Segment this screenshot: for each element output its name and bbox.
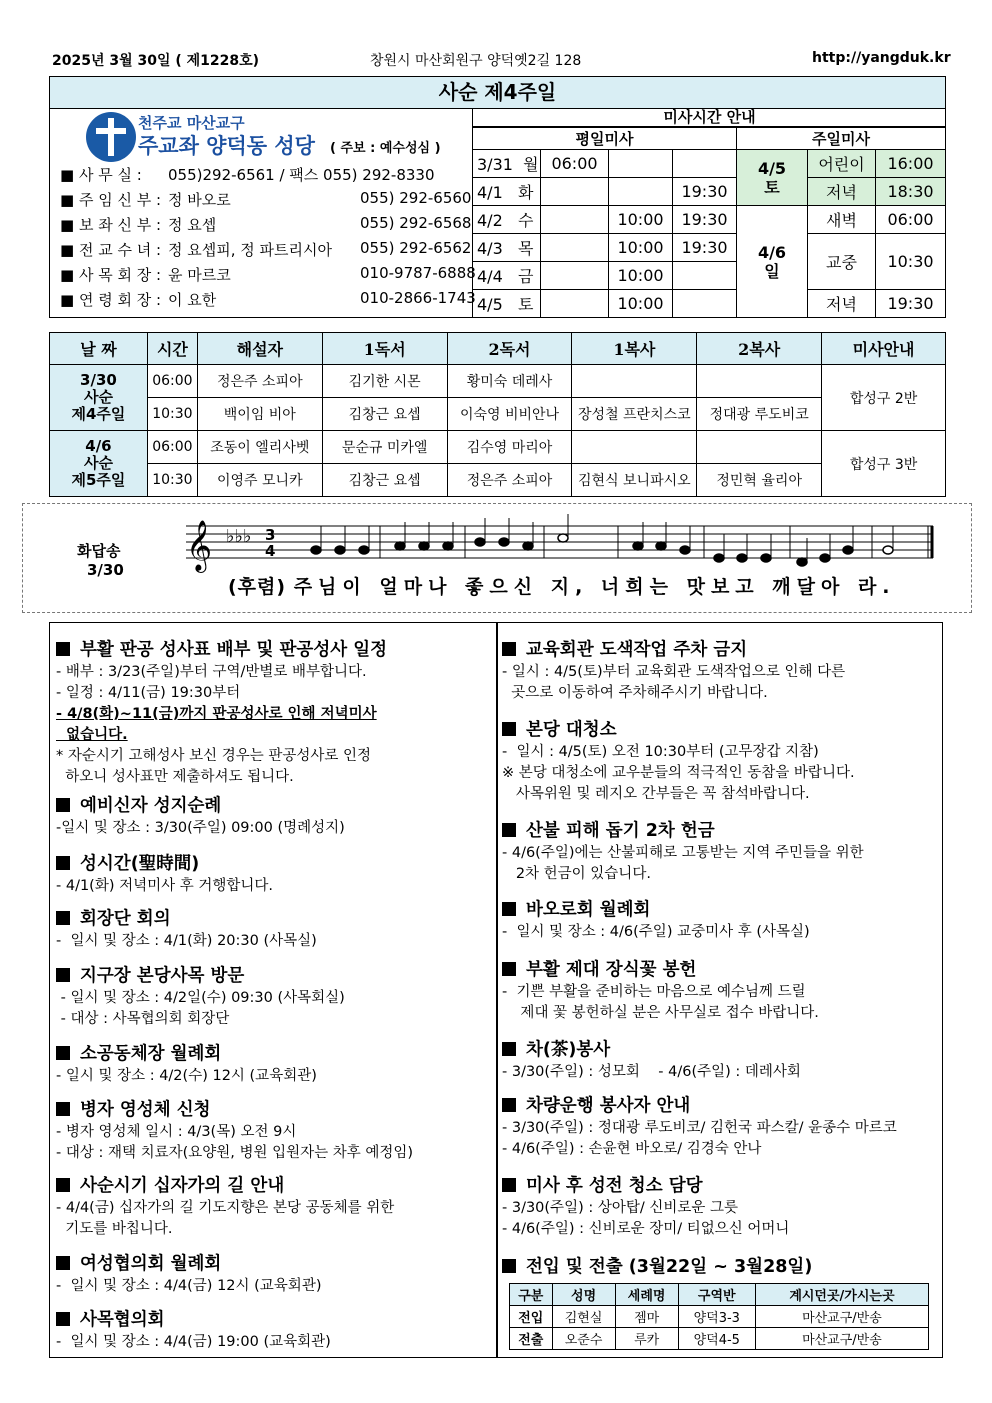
saturday-date [737,150,808,206]
bullet-square-icon [502,1098,516,1112]
bullet-square-icon [502,902,516,916]
church-address: 창원시 마산회원구 양덕옛2길 128 [370,53,582,69]
patron: ( 주보 : 예수성심 ) [330,141,441,156]
sunday-mass-name: 교중 [808,234,876,290]
note-head [335,546,345,554]
mass-time [609,178,673,206]
transfer-header: 구역반 [678,1284,755,1306]
column-divider [496,622,498,1358]
notice-section [502,1174,789,1240]
date-line: 사순 [83,454,113,472]
mass-time [541,262,609,290]
minister-name: 이영주 모니카 [197,464,322,497]
contact-value: 정 바오로 [168,191,231,209]
schedule-header: 해설자 [197,333,322,365]
notice-title [56,964,345,988]
bullet-square-icon [56,968,70,982]
notice-title [502,1094,897,1118]
notice-section [56,852,273,897]
transfer-header: 계시던곳/가시는곳 [755,1284,928,1306]
note-head [523,542,533,550]
note-head [499,538,509,546]
sunday-date [737,206,808,318]
notice-title [56,1308,331,1332]
mass-time: 10:00 [609,262,673,290]
schedule-header: 날 짜 [50,333,148,365]
notice-section [56,907,317,952]
transfer-cell: 루카 [615,1328,678,1350]
notice-line: 사목위원 및 레지오 간부들은 꼭 참석바랍니다. [502,786,810,802]
note-head [395,542,405,550]
sunday-mass-name: 저녁 [808,178,876,206]
notice-title [502,1174,789,1198]
notice-line: - 일시 : 4/5(토) 오전 10:30부터 (고무장갑 지참) [502,744,819,760]
mass-time: 10:00 [609,206,673,234]
mass-time: 19:30 [673,234,737,262]
notice-title-text: 미사 후 성전 청소 담당 [526,1176,703,1196]
note-head [883,546,893,554]
svg-text:♭♭♭: ♭♭♭ [226,526,252,547]
minister-name: 이숙영 비비안나 [447,398,572,431]
note-head [359,546,369,554]
weekday-date: 4/1 화 [473,178,541,206]
notice-line: - 일시 및 장소 : 4/1(화) 20:30 (사목실) [56,933,317,949]
contact-phone: 010-2866-1743 [360,289,476,307]
notice-line: - 일시 및 장소 : 4/4(금) 19:00 (교육회관) [56,1334,331,1350]
psalm-box [22,503,972,613]
schedule-header: 2복사 [697,333,822,365]
sunday-mass-header: 주일미사 [737,128,946,150]
notice-title-text: 사목협의회 [80,1310,165,1330]
minister-name: 백이임 비아 [197,398,322,431]
schedule-row [50,464,946,497]
contact-value: 이 요한 [168,291,217,309]
note-head [714,554,724,562]
notice-section [502,819,864,885]
mass-time [541,206,609,234]
contact-row [60,239,470,260]
bullet-square-icon [56,1312,70,1326]
contact-label: ■ 주 임 신 부 : [60,191,162,209]
notice-line: - 4/1(화) 저녁미사 후 거행합니다. [56,878,274,894]
weekday-date: 4/3 목 [473,234,541,262]
notice-title-text: 부활 판공 성사표 배부 및 판공성사 일정 [80,640,388,660]
contact-label: ■ 전 교 수 녀 : [60,241,162,259]
weekday-date: 4/2 수 [473,206,541,234]
bullet-square-icon [56,642,70,656]
church-logo-icon [86,112,136,162]
notice-line: - 일정 : 4/11(금) 19:30부터 [56,685,241,701]
notice-title [56,1252,321,1276]
notice-section [502,898,810,943]
sunday-mass-name: 어린이 [808,150,876,178]
psalm-date: 3/30 [87,561,124,579]
notice-title [502,1255,812,1279]
notice-title-text: 소공동체장 월례회 [80,1044,222,1064]
schedule-date [50,431,148,497]
note-head [656,542,666,550]
sunday-mass-time: 18:30 [876,178,946,206]
note-head [820,554,830,562]
date-line: 사순 [83,388,113,406]
weekday-mass-header: 평일미사 [473,128,737,150]
notice-section [56,1098,413,1164]
notice-title [56,794,345,818]
notice-title-text: 회장단 회의 [80,909,171,929]
notice-title [502,958,819,982]
sat-day: 토 [764,177,780,197]
mass-guide: 합성구 2반 [822,365,946,431]
bullet-square-icon [502,1259,516,1273]
transfer-cell: 마산교구/반송 [755,1328,928,1350]
transfer-row [510,1328,929,1350]
notice-title-text: 성시간(聖時間) [80,854,200,874]
note-head [761,554,771,562]
note-head [443,542,453,550]
transfer-header: 구분 [510,1284,553,1306]
minister-name: 김창근 요셉 [322,398,447,431]
mass-time [609,150,673,178]
notice-line: * 자순시기 고해성사 보신 경우는 판공성사로 인정 [56,748,372,764]
psalm-staff [158,512,958,574]
mass-row [473,150,946,178]
contact-value: 055)292-6561 / 팩스 055) 292-8330 [168,166,435,184]
bullet-square-icon [56,911,70,925]
psalm-refrain: (후렴) [228,576,287,598]
sunday-mass-name: 새벽 [808,206,876,234]
weekday-date: 4/4 금 [473,262,541,290]
minister-name: 문순규 미카엘 [322,431,447,464]
contact-value: 윤 마르코 [168,266,231,284]
sunday-mass-time: 06:00 [876,206,946,234]
contact-row [60,214,470,235]
schedule-date [50,365,148,431]
notice-line: - 일시 및 장소 : 4/6(주일) 교중미사 후 (사목실) [502,924,810,940]
mass-time [541,234,609,262]
schedule-header: 미사안내 [822,333,946,365]
minister-name: 장성철 프란치스코 [572,398,697,431]
schedule-time: 10:30 [147,398,197,431]
date-line: 제5주일 [71,471,126,489]
notice-section [56,1252,321,1297]
notice-title-text: 사순시기 십자가의 길 안내 [80,1176,285,1196]
notice-title [56,907,317,931]
transfer-table [509,1283,929,1350]
minister-name [572,431,697,464]
notice-title [56,1098,413,1122]
notice-section [56,1174,394,1240]
sunday-mass-time: 16:00 [876,150,946,178]
transfer-cell: 양덕4-5 [678,1328,755,1350]
notice-title-text: 차량운행 봉사자 안내 [526,1096,691,1116]
notice-section [56,794,345,839]
schedule-header: 1독서 [322,333,447,365]
mass-row [473,234,946,262]
contact-label: ■ 연 령 회 장 : [60,291,162,309]
contact-phone: 055) 292-6568 [360,214,472,232]
notice-line: - 3/30(주일) : 성모회 - 4/6(주일) : 데레사회 [502,1064,801,1080]
schedule-time: 06:00 [147,365,197,398]
notice-section [502,1038,801,1083]
note-head [558,534,568,542]
contact-phone: 055) 292-6560 [360,189,472,207]
contact-label: ■ 사 목 회 장 : [60,266,162,284]
notice-line: - 일시 : 4/5(토)부터 교육회관 도색작업으로 인해 다른 [502,664,846,680]
notice-line: - 일시 및 장소 : 4/2일(수) 09:30 (사목회실) [56,990,345,1006]
transfer-cell: 양덕3-3 [678,1306,755,1328]
notice-section [502,1255,812,1279]
note-head [843,546,853,554]
contact-row [60,264,476,285]
notice-section [56,1042,317,1087]
mass-time: 19:30 [673,206,737,234]
notice-line: - 3/30(주일) : 정대광 루도비코/ 김헌국 파스칼/ 윤종수 마르코 [502,1120,897,1136]
minister-name: 정대광 루도비코 [697,398,822,431]
minister-name [572,365,697,398]
sunday-mass-name: 저녁 [808,290,876,318]
date-line: 3/30 [80,371,117,389]
sunday-mass-time: 10:30 [876,234,946,290]
notice-line: ※ 본당 대청소에 교우분들의 적극적인 동참을 바랍니다. [502,765,855,781]
bullet-square-icon [502,722,516,736]
bullet-square-icon [56,1046,70,1060]
notice-title [502,898,810,922]
mass-time: 06:00 [541,150,609,178]
mass-title: 미사시간 안내 [472,109,946,127]
bullet-square-icon [502,1178,516,1192]
notice-title-text: 병자 영성체 신청 [80,1100,211,1120]
notice-line: - 4/6(주일) : 손윤현 바오로/ 김경숙 안나 [502,1141,762,1157]
minister-name: 김창근 요셉 [322,464,447,497]
sun-date: 4/6 [757,242,787,262]
contact-phone: 055) 292-6562 [360,239,472,257]
mass-row [473,178,946,206]
svg-text:3: 3 [265,526,276,544]
notice-line: - 4/6(주일) : 신비로운 장미/ 티없으신 어머니 [502,1221,790,1237]
minister-name: 정은주 소피아 [447,464,572,497]
mass-time: 10:00 [609,290,673,318]
minister-name: 김현식 보니파시오 [572,464,697,497]
website-link[interactable]: http://yangduk.kr [812,50,951,66]
mass-time [673,290,737,318]
mass-guide: 합성구 3반 [822,431,946,497]
transfer-cell: 오준수 [552,1328,615,1350]
notice-section [56,1308,331,1353]
date-line: 제4주일 [71,405,126,423]
psalm-lyrics: 주님이 얼마나 좋으신 지, 너희는 맛보고 깨달아 라. [293,576,896,598]
mass-time [673,262,737,290]
notice-section [56,638,387,788]
minister-name [697,365,822,398]
notice-line: - 대상 : 사목협의회 회장단 [56,1011,230,1027]
contact-value: 정 요셉 [168,216,217,234]
weekday-date: 4/5 토 [473,290,541,318]
transfer-cell: 젬마 [615,1306,678,1328]
transfer-header: 성명 [552,1284,615,1306]
contact-label: ■ 보 좌 신 부 : [60,216,162,234]
transfer-row [510,1306,929,1328]
notice-title-text: 본당 대청소 [526,720,617,740]
bullet-square-icon [56,1102,70,1116]
notice-line: -일시 및 장소 : 3/30(주일) 09:00 (명례성지) [56,820,345,836]
diocese-name: 천주교 마산교구 [138,114,245,132]
transfer-type: 전입 [510,1306,553,1328]
notice-title [502,819,864,843]
notice-title-text: 전입 및 전출 (3월22일 ~ 3월28일) [526,1257,813,1277]
transfer-cell: 마산교구/반송 [755,1306,928,1328]
notice-title-text: 교육회관 도색작업 주차 금지 [526,640,748,660]
notice-line: - 4/6(주일)에는 산불피해로 고통받는 지역 주민들을 위한 [502,845,864,861]
page-title: 사순 제4주일 [49,76,946,109]
schedule-header: 시간 [147,333,197,365]
mass-time [541,290,609,318]
notice-line: 제대 꽃 봉헌하실 분은 사무실로 접수 바랍니다. [502,1005,819,1021]
schedule-header: 2독서 [447,333,572,365]
notice-title-text: 부활 제대 장식꽃 봉헌 [526,960,697,980]
minister-name: 황미숙 데레사 [447,365,572,398]
note-head [475,538,485,546]
contact-row [60,289,476,310]
notice-line: - 일시 및 장소 : 4/2(수) 12시 (교육회관) [56,1068,317,1084]
notice-title [502,718,855,742]
notice-section [502,1094,897,1160]
notice-line: 하오니 성사표만 제출하셔도 됩니다. [56,769,294,785]
notice-line: 기도를 바칩니다. [56,1221,173,1237]
mass-row [473,206,946,234]
schedule-row [50,365,946,398]
notice-title-text: 지구장 본당사목 방문 [80,966,245,986]
notice-title [56,1042,317,1066]
contact-value: 정 요셉피, 정 파트리시아 [168,241,332,259]
note-head [633,542,643,550]
notice-line: 2차 헌금이 있습니다. [502,866,651,882]
notice-line: - 4/4(금) 십자가의 길 기도지향은 본당 공동체를 위한 [56,1200,395,1216]
notice-title-text: 여성협의회 월례회 [80,1254,222,1274]
bullet-square-icon [56,856,70,870]
notice-title [502,638,845,662]
note-head [737,554,747,562]
ministry-schedule [49,332,946,497]
notice-title-text: 예비신자 성지순례 [80,796,222,816]
notice-line-emphasis: - 4/8(화)~11(금)까지 판공성사로 인해 저녁미사 [56,706,377,722]
mass-time: 19:30 [673,178,737,206]
notice-section [56,964,345,1030]
notice-line: - 배부 : 3/23(주일)부터 구역/반별로 배부합니다. [56,664,367,680]
notice-title-text: 바오로회 월례회 [526,900,651,920]
church-name: 주교좌 양덕동 성당 [138,134,315,158]
bullet-square-icon [502,642,516,656]
transfer-cell: 김현실 [552,1306,615,1328]
bullet-square-icon [56,1178,70,1192]
issue-date: 2025년 3월 30일 ( 제1228호) [52,53,260,69]
minister-name: 김기한 시몬 [322,365,447,398]
minister-name: 조동이 엘리사벳 [197,431,322,464]
psalm-label: 화답송 [77,542,121,560]
contact-phone: 010-9787-6888 [360,264,476,282]
sunday-mass-time: 19:30 [876,290,946,318]
notice-line: - 3/30(주일) : 상아탑/ 신비로운 그릇 [502,1200,738,1216]
contact-label: ■ 사 무 실 : [60,166,142,184]
bullet-square-icon [502,962,516,976]
mass-row [473,290,946,318]
notice-line: - 병자 영성체 일시 : 4/3(목) 오전 9시 [56,1124,297,1140]
notice-title-text: 차(茶)봉사 [526,1040,611,1060]
notice-title [56,638,387,662]
sat-date: 4/5 [757,158,787,178]
mass-time: 10:00 [609,234,673,262]
sun-day: 일 [764,261,780,281]
notice-line: - 일시 및 장소 : 4/4(금) 12시 (교육회관) [56,1278,322,1294]
date-line: 4/6 [85,437,112,455]
weekday-date: 3/31 월 [473,150,541,178]
minister-name: 정은주 소피아 [197,365,322,398]
notice-line: - 기쁜 부활을 준비하는 마음으로 예수님께 드릴 [502,984,806,1000]
schedule-row [50,398,946,431]
notice-title-text: 산불 피해 돕기 2차 헌금 [526,821,715,841]
bullet-square-icon [56,798,70,812]
mass-table [472,127,946,318]
notice-line-emphasis: 없습니다. [56,727,128,743]
bullet-square-icon [56,1256,70,1270]
schedule-header: 1복사 [572,333,697,365]
notice-line: 곳으로 이동하여 주차해주시기 바랍니다. [502,685,768,701]
minister-name: 정민혁 율리아 [697,464,822,497]
note-head [797,558,807,566]
contact-row [60,189,470,210]
notice-section [502,638,845,704]
notice-title [56,1174,394,1198]
notice-section [502,718,855,805]
schedule-time: 10:30 [147,464,197,497]
mass-times [472,109,946,318]
svg-text:𝄞: 𝄞 [186,520,213,571]
schedule-row [50,431,946,464]
schedule-time: 06:00 [147,431,197,464]
mass-time [673,150,737,178]
transfer-type: 전출 [510,1328,553,1350]
note-head [419,542,429,550]
note-head [311,546,321,554]
transfer-header: 세례명 [615,1284,678,1306]
minister-name: 김수영 마리아 [447,431,572,464]
bullet-square-icon [502,823,516,837]
svg-text:4: 4 [265,542,276,560]
bullet-square-icon [502,1042,516,1056]
notice-line: - 대상 : 재택 치료자(요양원, 병원 입원자는 차후 예정임) [56,1145,414,1161]
minister-name [697,431,822,464]
notice-section [502,958,819,1024]
notice-title [56,852,273,876]
note-head [680,546,690,554]
notice-title [502,1038,801,1062]
mass-time [541,178,609,206]
contact-row [60,164,470,185]
